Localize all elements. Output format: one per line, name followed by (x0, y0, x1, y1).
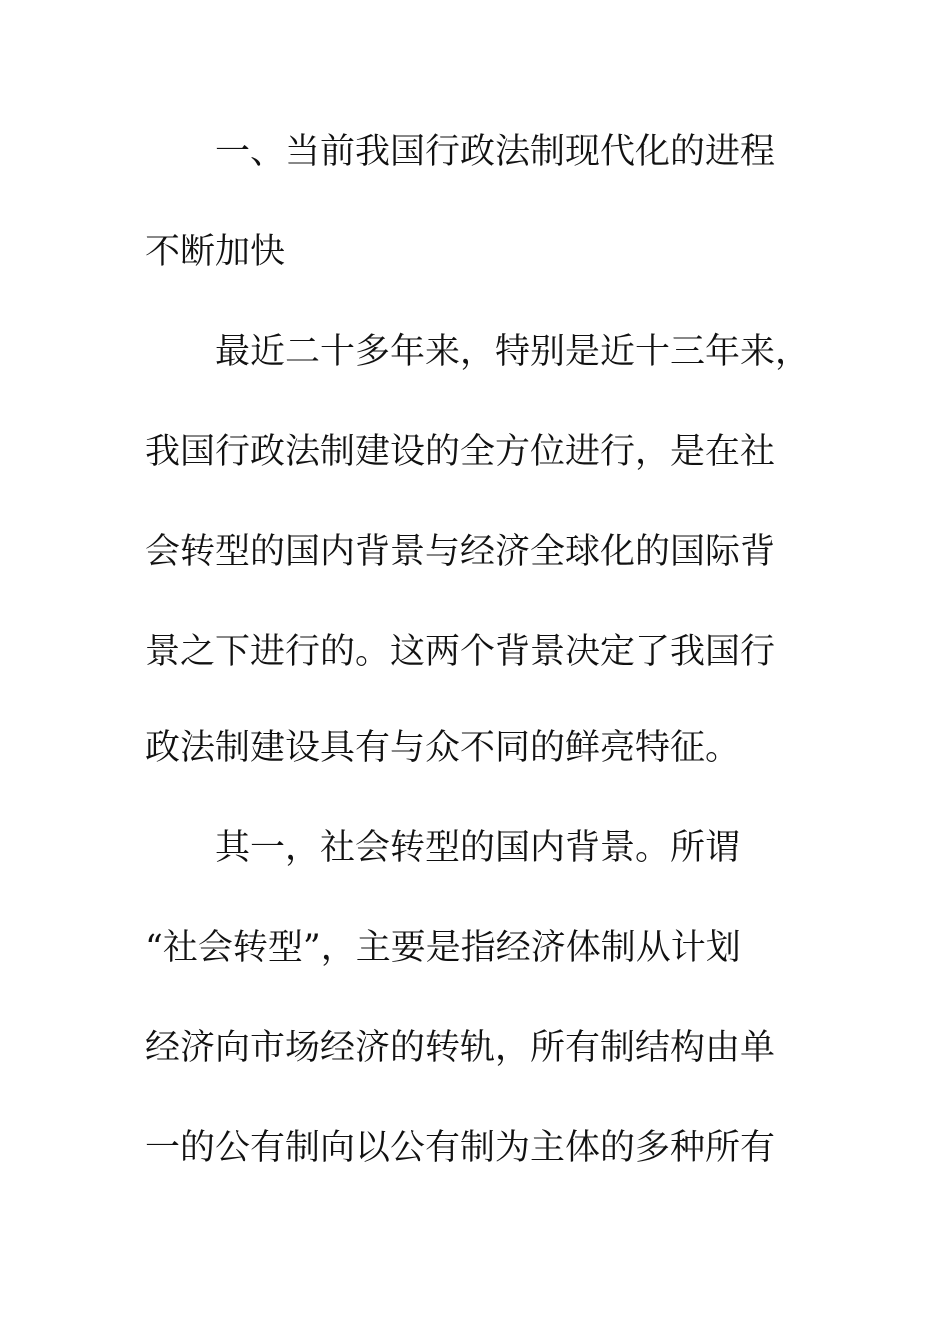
paragraph-line: 我国行政法制建设的全方位进行，是在社 (145, 432, 776, 472)
paragraph-line: 景之下进行的。这两个背景决定了我国行 (145, 632, 776, 672)
heading-line: 不断加快 (145, 232, 286, 272)
heading-line: 一、当前我国行政法制现代化的进程 (215, 132, 776, 172)
paragraph-line: 政法制建设具有与众不同的鲜亮特征。 (145, 728, 741, 768)
paragraph-line: 最近二十多年来，特别是近十三年来， (215, 332, 811, 372)
paragraph-line: 会转型的国内背景与经济全球化的国际背 (145, 532, 776, 572)
paragraph-line: 经济向市场经济的转轨，所有制结构由单 (145, 1028, 776, 1068)
paragraph-line: “社会转型”，主要是指经济体制从计划 (145, 928, 741, 968)
paragraph-line: 其一，社会转型的国内背景。所谓 (215, 828, 741, 868)
paragraph-line: 一的公有制向以公有制为主体的多种所有 (145, 1128, 776, 1168)
